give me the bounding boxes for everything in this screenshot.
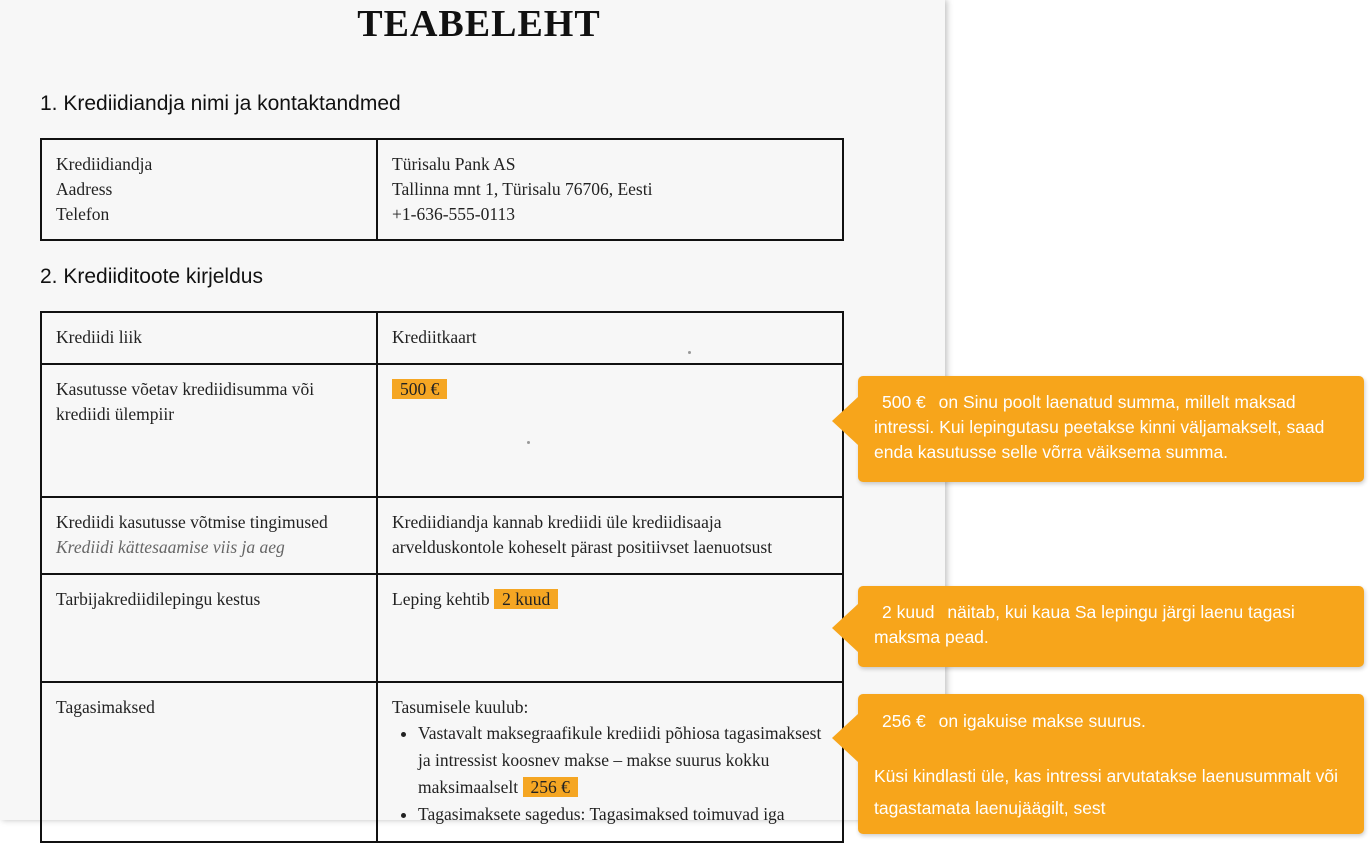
callout-payment-text: on igakuise makse suurus.: [938, 711, 1146, 731]
table-row: [41, 312, 843, 364]
credit-product-table: [40, 311, 844, 843]
duration-label: Tarbijakrediidilepingu kestus: [41, 574, 377, 682]
payment-amount-highlight[interactable]: 256 €: [523, 777, 578, 797]
table-row: [41, 574, 843, 682]
creditor-contact-table: [40, 138, 844, 241]
paper-speck: [527, 441, 530, 444]
repayments-cell: [377, 682, 843, 842]
callout-duration-value: 2 kuud: [882, 602, 935, 622]
table-row: [41, 364, 843, 497]
duration-highlight[interactable]: 2 kuud: [494, 589, 558, 609]
credit-amount-label: Kasutusse võetav krediidisumma või krediidi ülempiir: [41, 364, 377, 497]
repayment-bullet-2: Tagasimaksete sagedus: Tagasimaksed toimuvad iga: [418, 804, 785, 824]
document-title: TEABELEHT: [357, 3, 601, 45]
list-item: [418, 720, 828, 801]
callout-payment-value: 256 €: [882, 711, 926, 731]
callout-duration-text: näitab, kui kaua Sa lepingu järgi laenu tagasi maksma pead.: [874, 602, 1295, 647]
paper-speck: [688, 351, 691, 354]
callout-amount-text: on Sinu poolt laenatud summa, millelt maksad intressi. Kui lepingutasu peetakse kinni väljamakselt, saad enda kasutusse selle võrra väiksema summa.: [874, 392, 1325, 462]
conditions-label-cell: [41, 497, 377, 574]
creditor-value: Türisalu Pank AS: [392, 154, 516, 174]
conditions-sublabel: Krediidi kättesaamise viis ja aeg: [56, 537, 285, 557]
repayments-list: [392, 720, 828, 828]
address-label: Aadress: [56, 179, 113, 199]
conditions-value: Krediidiandja kannab krediidi üle krediidisaaja arvelduskontole koheselt pärast positiivset laenuotsust: [377, 497, 843, 574]
credit-type-value: Krediitkaart: [377, 312, 843, 364]
amount-callout: [858, 376, 1364, 482]
creditor-label: Krediidiandja: [56, 154, 153, 174]
credit-amount-cell: [377, 364, 843, 497]
phone-label: Telefon: [56, 204, 110, 224]
table-row: [41, 682, 843, 842]
payment-callout: [858, 694, 1364, 834]
contact-labels-cell: [41, 139, 377, 240]
phone-value: +1-636-555-0113: [392, 204, 515, 224]
repayment-bullet-1: Vastavalt maksegraafikule krediidi põhiosa tagasimaksest ja intressist koosnev makse – makse suurus kokku maksimaalselt: [418, 723, 822, 797]
duration-prefix: Leping kehtib: [392, 589, 490, 609]
contact-values-cell: [377, 139, 843, 240]
table-row: [41, 497, 843, 574]
duration-callout: [858, 586, 1364, 667]
credit-type-label: Krediidi liik: [41, 312, 377, 364]
section-2-title: 2. Krediiditoote kirjeldus: [40, 265, 263, 288]
callout-amount-value: 500 €: [882, 392, 926, 412]
table-row: [41, 139, 843, 240]
credit-amount-highlight[interactable]: 500 €: [392, 379, 447, 399]
address-value: Tallinna mnt 1, Türisalu 76706, Eesti: [392, 179, 653, 199]
repayments-intro: Tasumisele kuulub:: [392, 697, 529, 717]
section-1-title: 1. Krediidiandja nimi ja kontaktandmed: [40, 92, 401, 115]
duration-cell: [377, 574, 843, 682]
repayments-label: Tagasimaksed: [41, 682, 377, 842]
list-item: [418, 801, 828, 828]
callout-payment-text-2: Küsi kindlasti üle, kas intressi arvutatakse laenusummalt või tagastamata laenujäägilt, sest: [874, 766, 1338, 818]
conditions-label: Krediidi kasutusse võtmise tingimused: [56, 512, 328, 532]
